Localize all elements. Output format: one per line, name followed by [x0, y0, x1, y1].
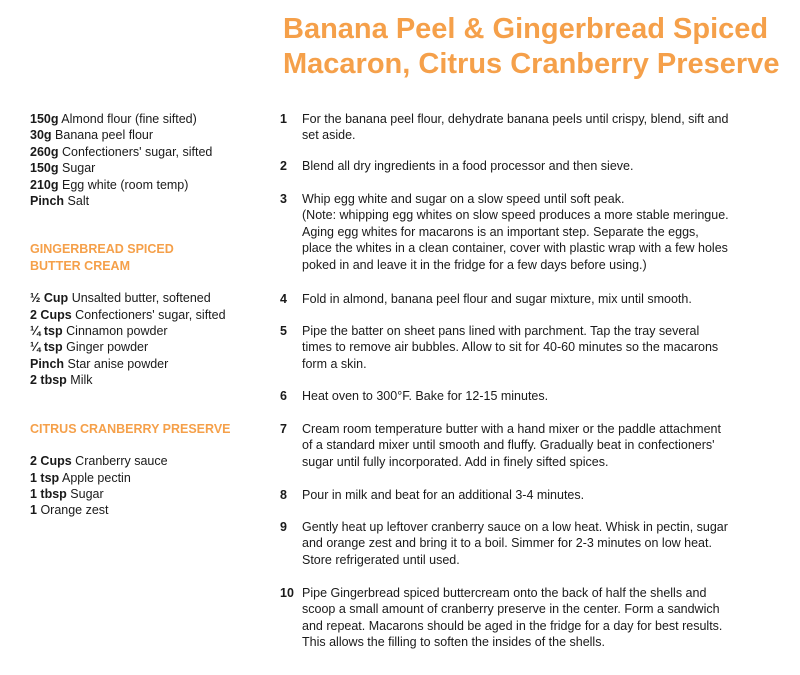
- ingredient-item: [30, 177, 275, 193]
- recipe-title: [283, 12, 793, 82]
- recipe-title-line: Banana Peel & Gingerbread Spiced: [283, 13, 769, 45]
- ingredient-name: Milk: [70, 373, 93, 388]
- ingredient-name: Confectioners' sugar, sifted: [75, 307, 226, 322]
- ingredient-name: Banana peel flour: [55, 128, 154, 143]
- macaron-ingredient-list: [30, 111, 275, 209]
- ingredient-name: Salt: [67, 194, 90, 209]
- step-line: This allows the filling to soften the insides of the shells.: [302, 635, 605, 650]
- step-number: 8: [280, 488, 287, 502]
- ingredient-quantity: 150g: [30, 161, 59, 176]
- ingredient-item: [30, 339, 275, 355]
- ingredient-quantity: 1 tbsp: [30, 486, 67, 501]
- step-text: [302, 585, 782, 651]
- step-line: Store refrigerated until used.: [302, 552, 460, 567]
- step-line: Pipe Gingerbread spiced buttercream onto the back of half the shells and: [302, 586, 707, 600]
- step-text: [302, 421, 782, 470]
- ingredient-quantity: 2 Cups: [30, 307, 72, 322]
- buttercream-heading-line: GINGERBREAD SPICED: [30, 242, 174, 257]
- buttercream-ingredient-list: [30, 290, 275, 388]
- ingredient-item: [30, 486, 275, 502]
- step-text: [302, 519, 782, 568]
- step-number: 3: [280, 192, 287, 206]
- ingredient-item: [30, 111, 275, 127]
- step-line: Blend all dry ingredients in a food processor and then sieve.: [302, 159, 634, 173]
- step-line: (Note: whipping egg whites on slow speed produces a more stable meringue.: [302, 208, 729, 223]
- preserve-ingredient-list: [30, 453, 275, 519]
- recipe-title-line: Macaron, Citrus Cranberry Preserve: [283, 48, 780, 80]
- ingredient-name: Cinnamon powder: [66, 324, 168, 339]
- buttercream-heading: [30, 241, 275, 274]
- step-line: set aside.: [302, 128, 356, 143]
- ingredient-item: [30, 323, 275, 339]
- ingredient-name: Star anise powder: [67, 356, 169, 371]
- ingredient-quantity: 260g: [30, 144, 59, 159]
- ingredient-item: [30, 127, 275, 143]
- ingredient-name: Apple pectin: [61, 470, 131, 485]
- step-line: For the banana peel flour, dehydrate banana peels until crispy, blend, sift and: [302, 112, 729, 126]
- step-line: scoop a small amount of cranberry preserve in the center. Form a sandwich: [302, 602, 720, 617]
- step-number: 2: [280, 159, 287, 173]
- step-line: Aging egg whites for macarons is an important step. Separate the eggs,: [302, 224, 699, 239]
- step-line: and repeat. Macarons should be aged in the fridge for a day for best results.: [302, 618, 723, 633]
- step-line: form a skin.: [302, 356, 367, 371]
- ingredient-name: Confectioners' sugar, sifted: [61, 144, 213, 159]
- ingredient-item: [30, 144, 275, 160]
- ingredient-name: Sugar: [61, 161, 96, 176]
- step-line: of a standard mixer until smooth and fluffy. Gradually beat in confectioners': [302, 438, 715, 453]
- ingredient-item: [30, 160, 275, 176]
- ingredient-name: Cranberry sauce: [75, 454, 168, 469]
- ingredient-quantity: 210g: [30, 177, 59, 192]
- ingredient-item: [30, 307, 275, 323]
- step-text: [302, 191, 782, 273]
- step-text: [302, 291, 782, 307]
- ingredient-quantity: 1 tsp: [30, 470, 60, 485]
- ingredient-item: [30, 193, 275, 209]
- ingredient-item: [30, 453, 275, 469]
- ingredient-name: Ginger powder: [66, 340, 149, 355]
- step-line: Pipe the batter on sheet pans lined with parchment. Tap the tray several: [302, 324, 700, 338]
- step-number: 10: [280, 586, 294, 600]
- ingredient-item: [30, 356, 275, 372]
- ingredients-column: [30, 111, 275, 519]
- step-line: Fold in almond, banana peel flour and sugar mixture, mix until smooth.: [302, 292, 692, 306]
- step-line: Heat oven to 300°F. Bake for 12-15 minutes.: [302, 389, 549, 403]
- ingredient-quantity: 1: [30, 503, 37, 518]
- ingredient-quantity: ¼ tsp: [30, 340, 63, 355]
- ingredient-quantity: ½ Cup: [30, 291, 69, 306]
- ingredient-quantity: 150g: [30, 112, 59, 126]
- step-text: [302, 388, 782, 404]
- step-line: Whip egg white and sugar on a slow speed until soft peak.: [302, 192, 625, 206]
- ingredient-name: Sugar: [70, 486, 104, 501]
- ingredient-quantity: Pinch: [30, 356, 65, 371]
- step-text: [302, 158, 782, 174]
- step-text: [302, 487, 782, 503]
- ingredient-item: [30, 290, 275, 306]
- ingredient-quantity: 30g: [30, 128, 52, 143]
- step-line: Cream room temperature butter with a hand mixer or the paddle attachment: [302, 422, 721, 436]
- step-number: 5: [280, 324, 287, 338]
- step-line: place the whites in a clean container, cover with plastic wrap with a few holes: [302, 241, 728, 256]
- step-line: Gently heat up leftover cranberry sauce on a low heat. Whisk in pectin, sugar: [302, 520, 728, 534]
- step-text: [302, 111, 782, 144]
- buttercream-heading-line: BUTTER CREAM: [30, 258, 130, 273]
- preserve-heading: CITRUS CRANBERRY PRESERVE: [30, 421, 231, 436]
- step-line: poked in and leave it in the fridge for a few days before using.): [302, 257, 647, 272]
- step-number: 9: [280, 520, 287, 534]
- step-number: 1: [280, 112, 287, 126]
- ingredient-name: Orange zest: [40, 503, 109, 518]
- ingredient-quantity: Pinch: [30, 194, 65, 209]
- ingredient-name: Egg white (room temp): [61, 177, 189, 192]
- step-line: and orange zest and bring it to a boil. Simmer for 2-3 minutes on low heat.: [302, 536, 712, 551]
- step-number: 7: [280, 422, 287, 436]
- step-number: 4: [280, 292, 287, 306]
- step-line: Pour in milk and beat for an additional 3-4 minutes.: [302, 488, 585, 502]
- step-line: times to remove air bubbles. Allow to sit for 40-60 minutes so the macarons: [302, 340, 719, 355]
- ingredient-quantity: ¼ tsp: [30, 324, 63, 339]
- step-line: sugar until fully incorporated. Add in finely sifted spices.: [302, 454, 609, 469]
- ingredient-item: [30, 502, 275, 518]
- ingredient-quantity: 2 tbsp: [30, 373, 67, 388]
- ingredient-item: [30, 372, 275, 388]
- ingredient-name: Almond flour (fine sifted): [61, 112, 197, 126]
- ingredient-item: [30, 470, 275, 486]
- step-number: 6: [280, 389, 287, 403]
- step-text: [302, 323, 782, 372]
- ingredient-name: Unsalted butter, softened: [71, 291, 211, 306]
- ingredient-quantity: 2 Cups: [30, 454, 72, 469]
